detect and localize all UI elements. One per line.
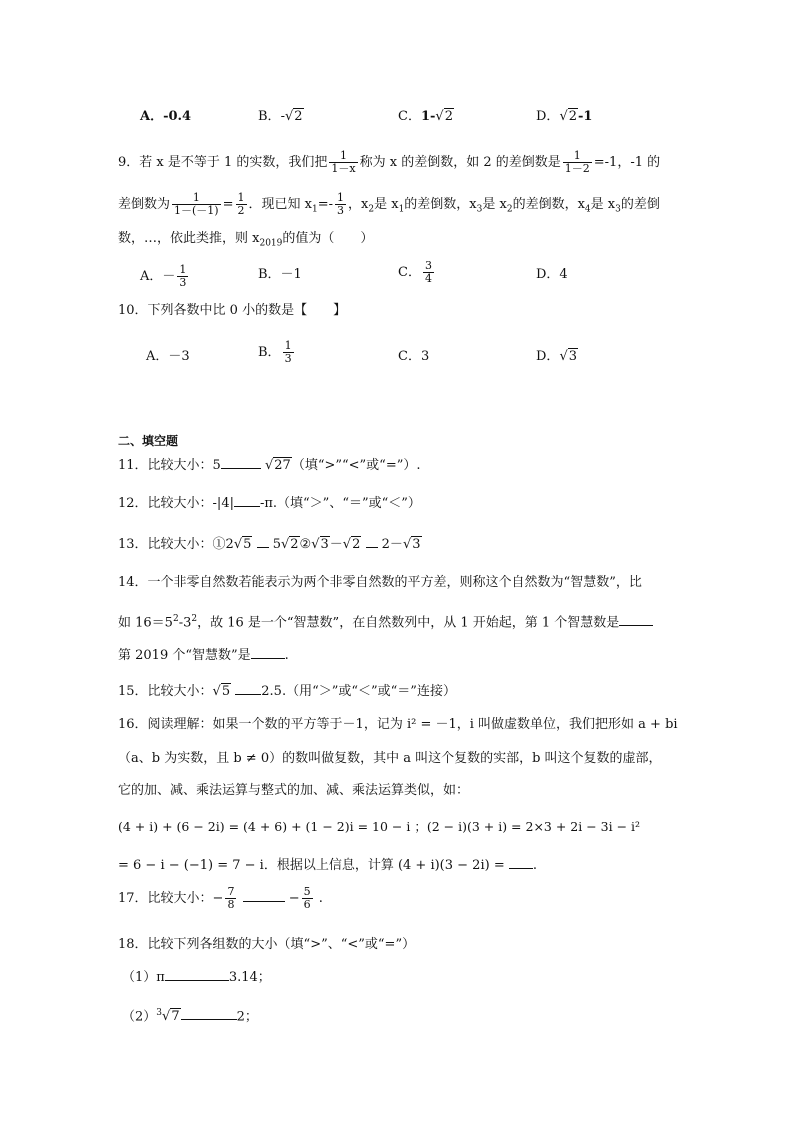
q8-option-b: B．-√2 bbox=[258, 109, 303, 124]
q12: 12．比较大小：-|4| -π.（填“＞”、“＝”或“＜”） bbox=[118, 496, 421, 511]
q16-line-1: 16．阅读理解：如果一个数的平方等于－1，记为 i² = －1，i 叫做虚数单位，我们把形如 a + bi bbox=[118, 717, 678, 732]
q14-line-1: 14．一个非零自然数若能表示为两个非零自然数的平方差，则称这个自然数为“智慧数”，比 bbox=[118, 575, 642, 590]
q9-option-c: C． $\frac{3}{4}$ bbox=[398, 259, 432, 285]
q8-option-a: A．-0.4 bbox=[140, 109, 192, 124]
q9-option-b: B．－1 bbox=[258, 267, 302, 282]
q16-line-3: 它的加、减、乘法运算与整式的加、减、乘法运算类似，如： bbox=[118, 783, 470, 798]
q18-part-1: （1）π 3.14； bbox=[122, 970, 271, 985]
q10-stem: 10．下列各数中比 0 小的数是【 】 bbox=[118, 303, 347, 318]
q17: 17．比较大小：− $\frac{7}{8}$ − $\frac{5}{6}$ . bbox=[118, 885, 323, 911]
q16-line-5: = 6 − i − (−1) = 7 − i．根据以上信息，计算 (4 + i)(3 − 2i) = . bbox=[118, 858, 537, 873]
q9-line-1: 9．若 x 是不等于 1 的实数，我们把 $\frac{1}{1-x}$ 称为 x 的差倒数，如 2 的差倒数是 $\frac{1}{1-2}$ =-1，-1 的 bbox=[118, 149, 661, 175]
q16-line-2: （a、b 为实数，且 b ≠ 0）的数叫做复数，其中 a 叫这个复数的实部，b 叫这个复数的虚部， bbox=[118, 751, 662, 766]
q10-option-b: B． $\frac{1}{3}$ bbox=[258, 339, 292, 365]
section-title: 二、填空题 bbox=[118, 434, 179, 448]
q14-line-3: 第 2019 个“智慧数”是 . bbox=[118, 648, 289, 663]
q9-line-3: 数，…，依此类推，则 $x_{2019}$的值为（ ） bbox=[118, 231, 374, 249]
q8-option-c: C．1-√2 bbox=[398, 109, 453, 124]
q9-line-2: 差倒数为 $\frac{1}{1-(-1)}$ = $\frac{1}{2}$ ．现已知 $x_1=-$ $\frac{1}{3}$ ，$x_2$是 $x_1$的差倒数，$x_3$是 $x_2$的差倒数，$x_4$是 $x_3$的差倒 bbox=[118, 191, 660, 217]
q16-line-4: (4 + i) + (6 − 2i) = (4 + 6) + (1 − 2)i = 10 − i ；(2 − i)(3 + i) = 2×3 + 2i − 3i − i² bbox=[118, 819, 641, 834]
q15: 15．比较大小：√5 2.5.（用“＞”或“＜”或“＝”连接） bbox=[118, 684, 456, 699]
q9-option-d: D．4 bbox=[536, 267, 568, 282]
q13: 13．比较大小：①2√5 5√2②√3－√2 2－√3 bbox=[118, 537, 421, 552]
q10-option-c: C．3 bbox=[398, 349, 430, 364]
q18-stem: 18．比较下列各组数的大小（填“>”、“<”或“=”） bbox=[118, 937, 416, 952]
q9-option-a: A．－ $\frac{1}{3}$ bbox=[140, 263, 187, 289]
q10-option-a: A．－3 bbox=[146, 349, 190, 364]
q10-option-d: D．√3 bbox=[536, 349, 578, 364]
q8-option-d: D．√2-1 bbox=[536, 109, 593, 124]
q18-part-2: $(2)^3√7$ 2； bbox=[122, 1008, 258, 1025]
q11: 11．比较大小：5 √27（填“>”“<”或“=”）. bbox=[118, 458, 421, 473]
q14-line-2: 如 $16=5^2-3^2$，故 16 是一个“智慧数”，在自然数列中，从 1 开始起，第 1 个智慧数是 bbox=[118, 610, 653, 632]
